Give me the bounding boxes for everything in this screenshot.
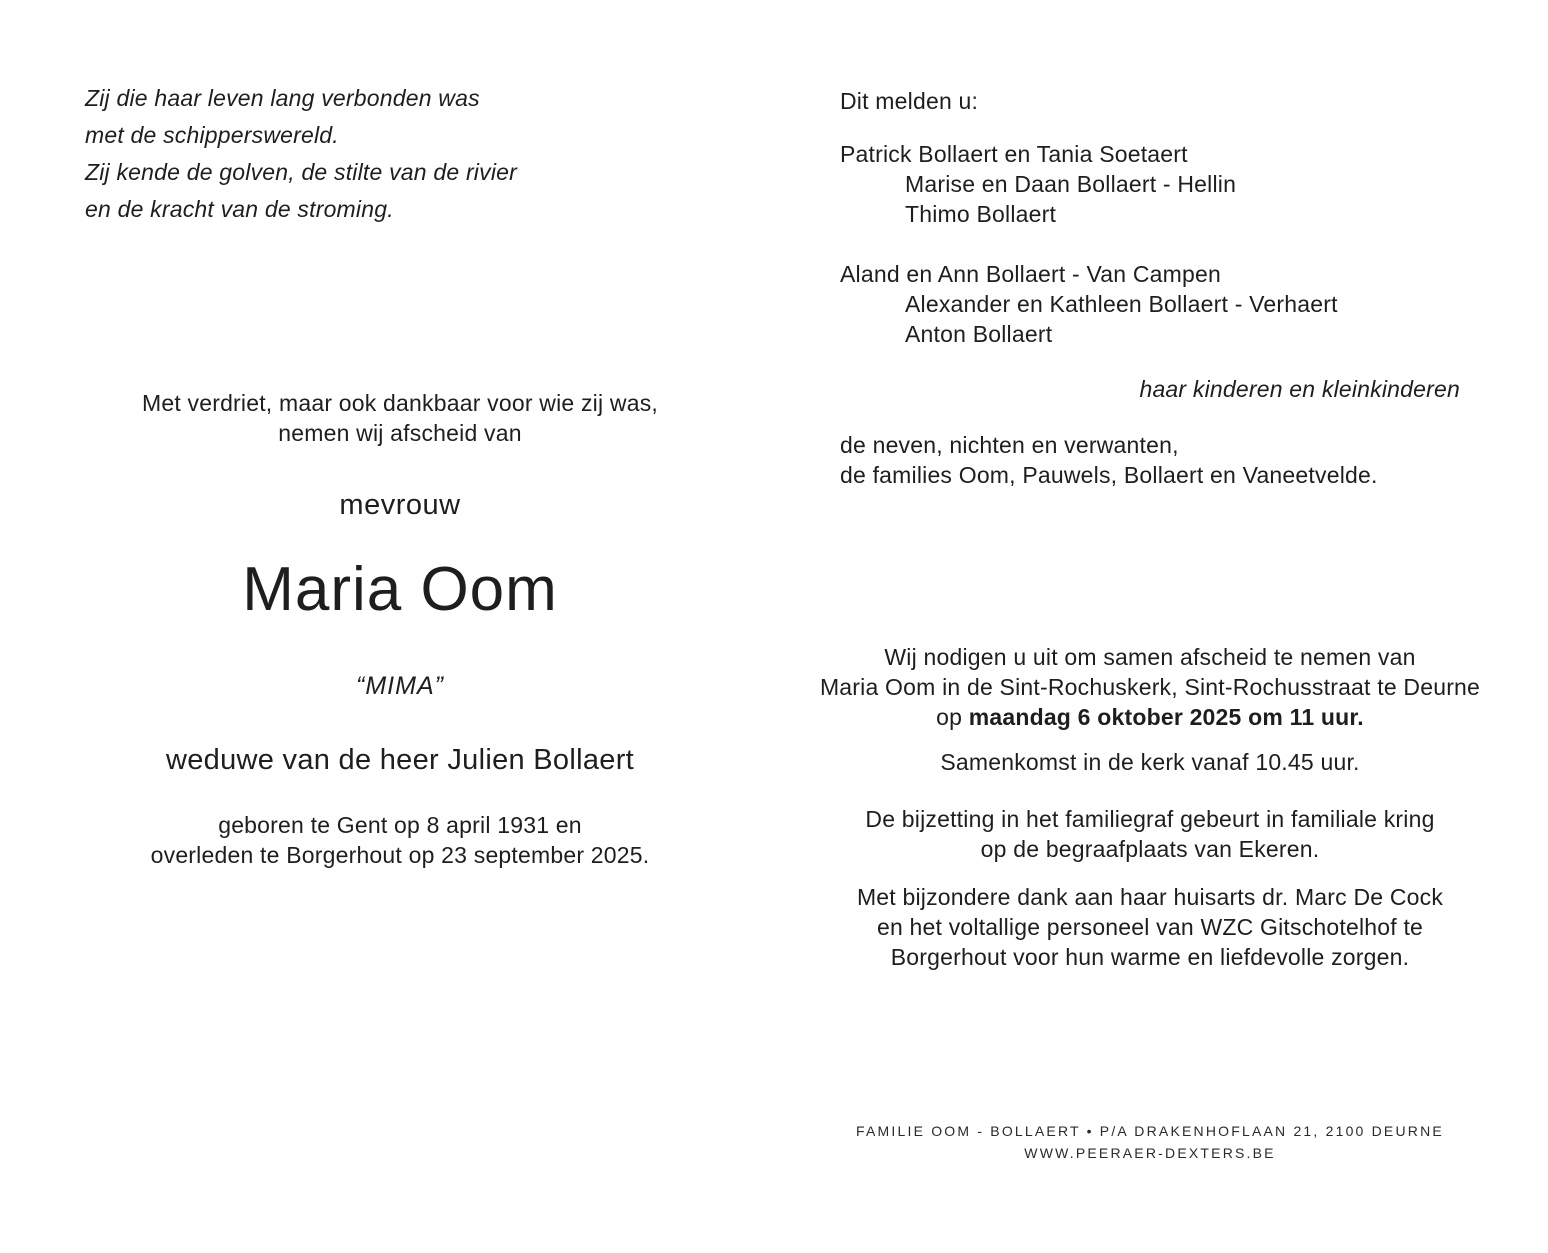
farewell-intro xyxy=(50,388,750,448)
burial-line: op de begraafplaats van Ekeren. xyxy=(980,836,1320,862)
family-child: Anton Bollaert xyxy=(905,321,1053,347)
family-head: Patrick Bollaert en Tania Soetaert xyxy=(840,141,1188,167)
family-child: Marise en Daan Bollaert - Hellin xyxy=(905,171,1237,197)
announcement-heading: Dit melden u: xyxy=(840,88,979,114)
verse-line: met de schipperswereld. xyxy=(85,122,339,148)
farewell-intro-line: Met verdriet, maar ook dankbaar voor wie zij was, xyxy=(141,390,658,416)
footer-family-address: FAMILIE OOM - BOLLAERT • P/A DRAKENHOFLAAN 21, 2100 DEURNE xyxy=(856,1123,1444,1139)
salutation: mevrouw xyxy=(339,489,461,521)
relation-note: haar kinderen en kleinkinderen xyxy=(1139,376,1460,402)
family-group xyxy=(840,259,1338,349)
relatives-line: de neven, nichten en verwanten, xyxy=(840,432,1179,458)
relatives-lines xyxy=(840,430,1378,490)
verse-line: Zij kende de golven, de stilte van de rivier xyxy=(85,159,517,185)
family-child: Alexander en Kathleen Bollaert - Verhaert xyxy=(905,291,1338,317)
thanks-line: Borgerhout voor hun warme en liefdevolle zorgen. xyxy=(890,944,1410,970)
invitation-line: Maria Oom in de Sint-Rochuskerk, Sint-Rochusstraat te Deurne xyxy=(819,674,1481,700)
footer-contact xyxy=(790,1120,1510,1164)
burial-lines xyxy=(790,804,1510,864)
farewell-intro-line: nemen wij afscheid van xyxy=(278,420,522,446)
invitation-line: Wij nodigen u uit om samen afscheid te nemen van xyxy=(884,644,1416,670)
birth-death-dates xyxy=(50,810,750,870)
deceased-nickname: “MIMA” xyxy=(356,672,444,700)
invitation-date-line xyxy=(790,702,1510,732)
ceremony-invitation xyxy=(790,642,1510,732)
right-page xyxy=(790,0,1510,1253)
thanks-lines xyxy=(790,882,1510,972)
family-head: Aland en Ann Bollaert - Van Campen xyxy=(840,261,1221,287)
death-line: overleden te Borgerhout op 23 september 2025. xyxy=(150,842,650,868)
verse-line: en de kracht van de stroming. xyxy=(85,196,394,222)
thanks-line: en het voltallige personeel van WZC Gitschotelhof te xyxy=(876,914,1424,940)
deceased-name: Maria Oom xyxy=(242,555,558,624)
widow-line: weduwe van de heer Julien Bollaert xyxy=(165,744,635,776)
ceremony-date: maandag 6 oktober 2025 om 11 uur. xyxy=(968,704,1364,730)
birth-line: geboren te Gent op 8 april 1931 en xyxy=(218,812,582,838)
family-group xyxy=(840,139,1236,229)
thanks-line: Met bijzondere dank aan haar huisarts dr. Marc De Cock xyxy=(856,884,1444,910)
footer-website: WWW.PEERAER-DEXTERS.BE xyxy=(1024,1145,1276,1161)
opening-verse xyxy=(85,80,517,228)
invitation-date-prefix: op xyxy=(936,704,969,730)
left-page xyxy=(50,0,750,1253)
family-child: Thimo Bollaert xyxy=(905,201,1057,227)
verse-line: Zij die haar leven lang verbonden was xyxy=(85,85,480,111)
relatives-line: de families Oom, Pauwels, Bollaert en Vaneetvelde. xyxy=(840,462,1378,488)
gathering-line: Samenkomst in de kerk vanaf 10.45 uur. xyxy=(940,749,1360,775)
burial-line: De bijzetting in het familiegraf gebeurt in familiale kring xyxy=(865,806,1435,832)
